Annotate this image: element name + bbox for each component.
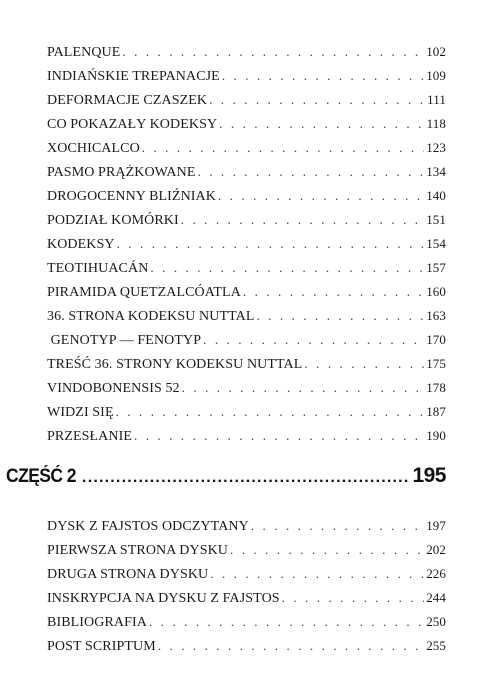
- toc-entry-title: DYSK Z FAJSTOS ODCZYTANY: [47, 519, 249, 534]
- dot-leader: [203, 328, 424, 352]
- toc-entry-title: VINDOBONENSIS 52: [47, 381, 180, 396]
- toc-entry-page: 175: [426, 356, 446, 371]
- toc-entry-title: CO POKAZAŁY KODEKSY: [47, 117, 218, 132]
- dot-leader: [158, 634, 424, 658]
- toc-entry[interactable]: [47, 112, 446, 136]
- toc-entry[interactable]: [47, 352, 446, 376]
- toc-entry-page: 178: [426, 380, 446, 395]
- toc-entry[interactable]: [47, 184, 446, 208]
- toc-entry-title: KODEKSY: [47, 237, 115, 252]
- dot-leader: [117, 232, 425, 256]
- toc-entry-title: PASMO PRĄŻKOWANE: [47, 165, 196, 180]
- toc-section-part-1: [47, 40, 446, 448]
- dot-leader: [251, 514, 424, 538]
- toc-entry-title: DRUGA STRONA DYSKU: [47, 567, 209, 582]
- toc-entry-title: WIDZI SIĘ: [47, 405, 114, 420]
- dot-leader: [150, 256, 424, 280]
- toc-entry-page: 118: [426, 116, 446, 131]
- toc-entry[interactable]: [47, 586, 446, 610]
- toc-entry[interactable]: [47, 514, 446, 538]
- toc-entry-title: DEFORMACJE CZASZEK: [47, 93, 208, 108]
- dot-leader: [222, 64, 424, 88]
- part-heading-page: 195: [412, 464, 446, 487]
- toc-entry[interactable]: [47, 256, 446, 280]
- toc-entry-title: POST SCRIPTUM: [47, 639, 156, 654]
- dot-leader: [82, 469, 409, 487]
- toc-entry-page: 226: [426, 566, 446, 581]
- part-heading[interactable]: [6, 464, 446, 488]
- dot-leader: [116, 400, 425, 424]
- dot-leader: [198, 160, 425, 184]
- toc-entry-title: XOCHICALCO: [47, 141, 140, 156]
- toc-entry-title: TREŚĆ 36. STRONY KODEKSU NUTTAL: [47, 357, 303, 372]
- toc-entry-page: 140: [426, 188, 446, 203]
- toc-entry[interactable]: [47, 400, 446, 424]
- toc-entry-title: PODZIAŁ KOMÓRKI: [47, 213, 179, 228]
- toc-entry-page: 154: [426, 236, 446, 251]
- toc-entry-page: 170: [426, 332, 446, 347]
- toc-entry-page: 157: [426, 260, 446, 275]
- toc-entry-page: 244: [426, 590, 446, 605]
- dot-leader: [243, 280, 424, 304]
- dot-leader: [218, 184, 424, 208]
- toc-entry-title: PALENQUE: [47, 45, 121, 60]
- toc-entry[interactable]: [47, 280, 446, 304]
- toc-entry-title: TEOTIHUACÁN: [47, 261, 149, 276]
- toc-entry-title: BIBLIOGRAFIA: [47, 615, 147, 630]
- toc-entry-page: 109: [426, 68, 446, 83]
- toc-entry[interactable]: [47, 136, 446, 160]
- toc-section-part-2: [47, 514, 446, 658]
- dot-leader: [210, 562, 424, 586]
- toc-entry[interactable]: [47, 160, 446, 184]
- toc-entry[interactable]: [47, 232, 446, 256]
- toc-entry[interactable]: [47, 634, 446, 658]
- toc-entry-page: 190: [426, 428, 446, 443]
- toc-entry-page: 123: [426, 140, 446, 155]
- toc-entry-page: 163: [426, 308, 446, 323]
- toc-entry[interactable]: [47, 562, 446, 586]
- toc-entry-title: PRZESŁANIE: [47, 429, 132, 444]
- toc-entry-page: 134: [426, 164, 446, 179]
- toc-entry-title: GENOTYP — FENOTYP: [47, 333, 202, 348]
- toc-entry[interactable]: [47, 424, 446, 448]
- toc-entry-title: DROGOCENNY BLIŹNIAK: [47, 189, 216, 204]
- dot-leader: [209, 88, 425, 112]
- dot-leader: [282, 586, 425, 610]
- toc-entry-title: 36. STRONA KODEKSU NUTTAL: [47, 309, 255, 324]
- dot-leader: [304, 352, 424, 376]
- toc-entry[interactable]: [47, 304, 446, 328]
- toc-entry-title: INSKRYPCJA NA DYSKU Z FAJSTOS: [47, 591, 280, 606]
- toc-entry-page: 102: [426, 44, 446, 59]
- toc-entry-page: 202: [426, 542, 446, 557]
- dot-leader: [149, 610, 424, 634]
- toc-entry-page: 250: [426, 614, 446, 629]
- dot-leader: [257, 304, 425, 328]
- dot-leader: [122, 40, 424, 64]
- toc-entry[interactable]: [47, 538, 446, 562]
- dot-leader: [182, 376, 425, 400]
- toc-entry[interactable]: [47, 328, 446, 352]
- toc-entry[interactable]: [47, 376, 446, 400]
- dot-leader: [142, 136, 424, 160]
- dot-leader: [181, 208, 424, 232]
- toc-entry[interactable]: [47, 88, 446, 112]
- toc-entry-page: 197: [426, 518, 446, 533]
- toc-entry[interactable]: [47, 64, 446, 88]
- toc-entry-page: 151: [426, 212, 446, 227]
- dot-leader: [230, 538, 424, 562]
- dot-leader: [134, 424, 424, 448]
- toc-entry-page: 111: [427, 92, 446, 107]
- part-heading-title: CZĘŚĆ 2: [6, 466, 76, 487]
- toc-entry[interactable]: [47, 40, 446, 64]
- dot-leader: [219, 112, 425, 136]
- toc-entry-page: 187: [426, 404, 446, 419]
- toc-entry-title: PIERWSZA STRONA DYSKU: [47, 543, 229, 558]
- toc-entry-title: INDIAŃSKIE TREPANACJE: [47, 69, 220, 84]
- toc-entry-page: 160: [426, 284, 446, 299]
- toc-entry[interactable]: [47, 610, 446, 634]
- toc-entry-title: PIRAMIDA QUETZALCÓATLA: [47, 285, 241, 300]
- toc-entry[interactable]: [47, 208, 446, 232]
- toc-entry-page: 255: [426, 638, 446, 653]
